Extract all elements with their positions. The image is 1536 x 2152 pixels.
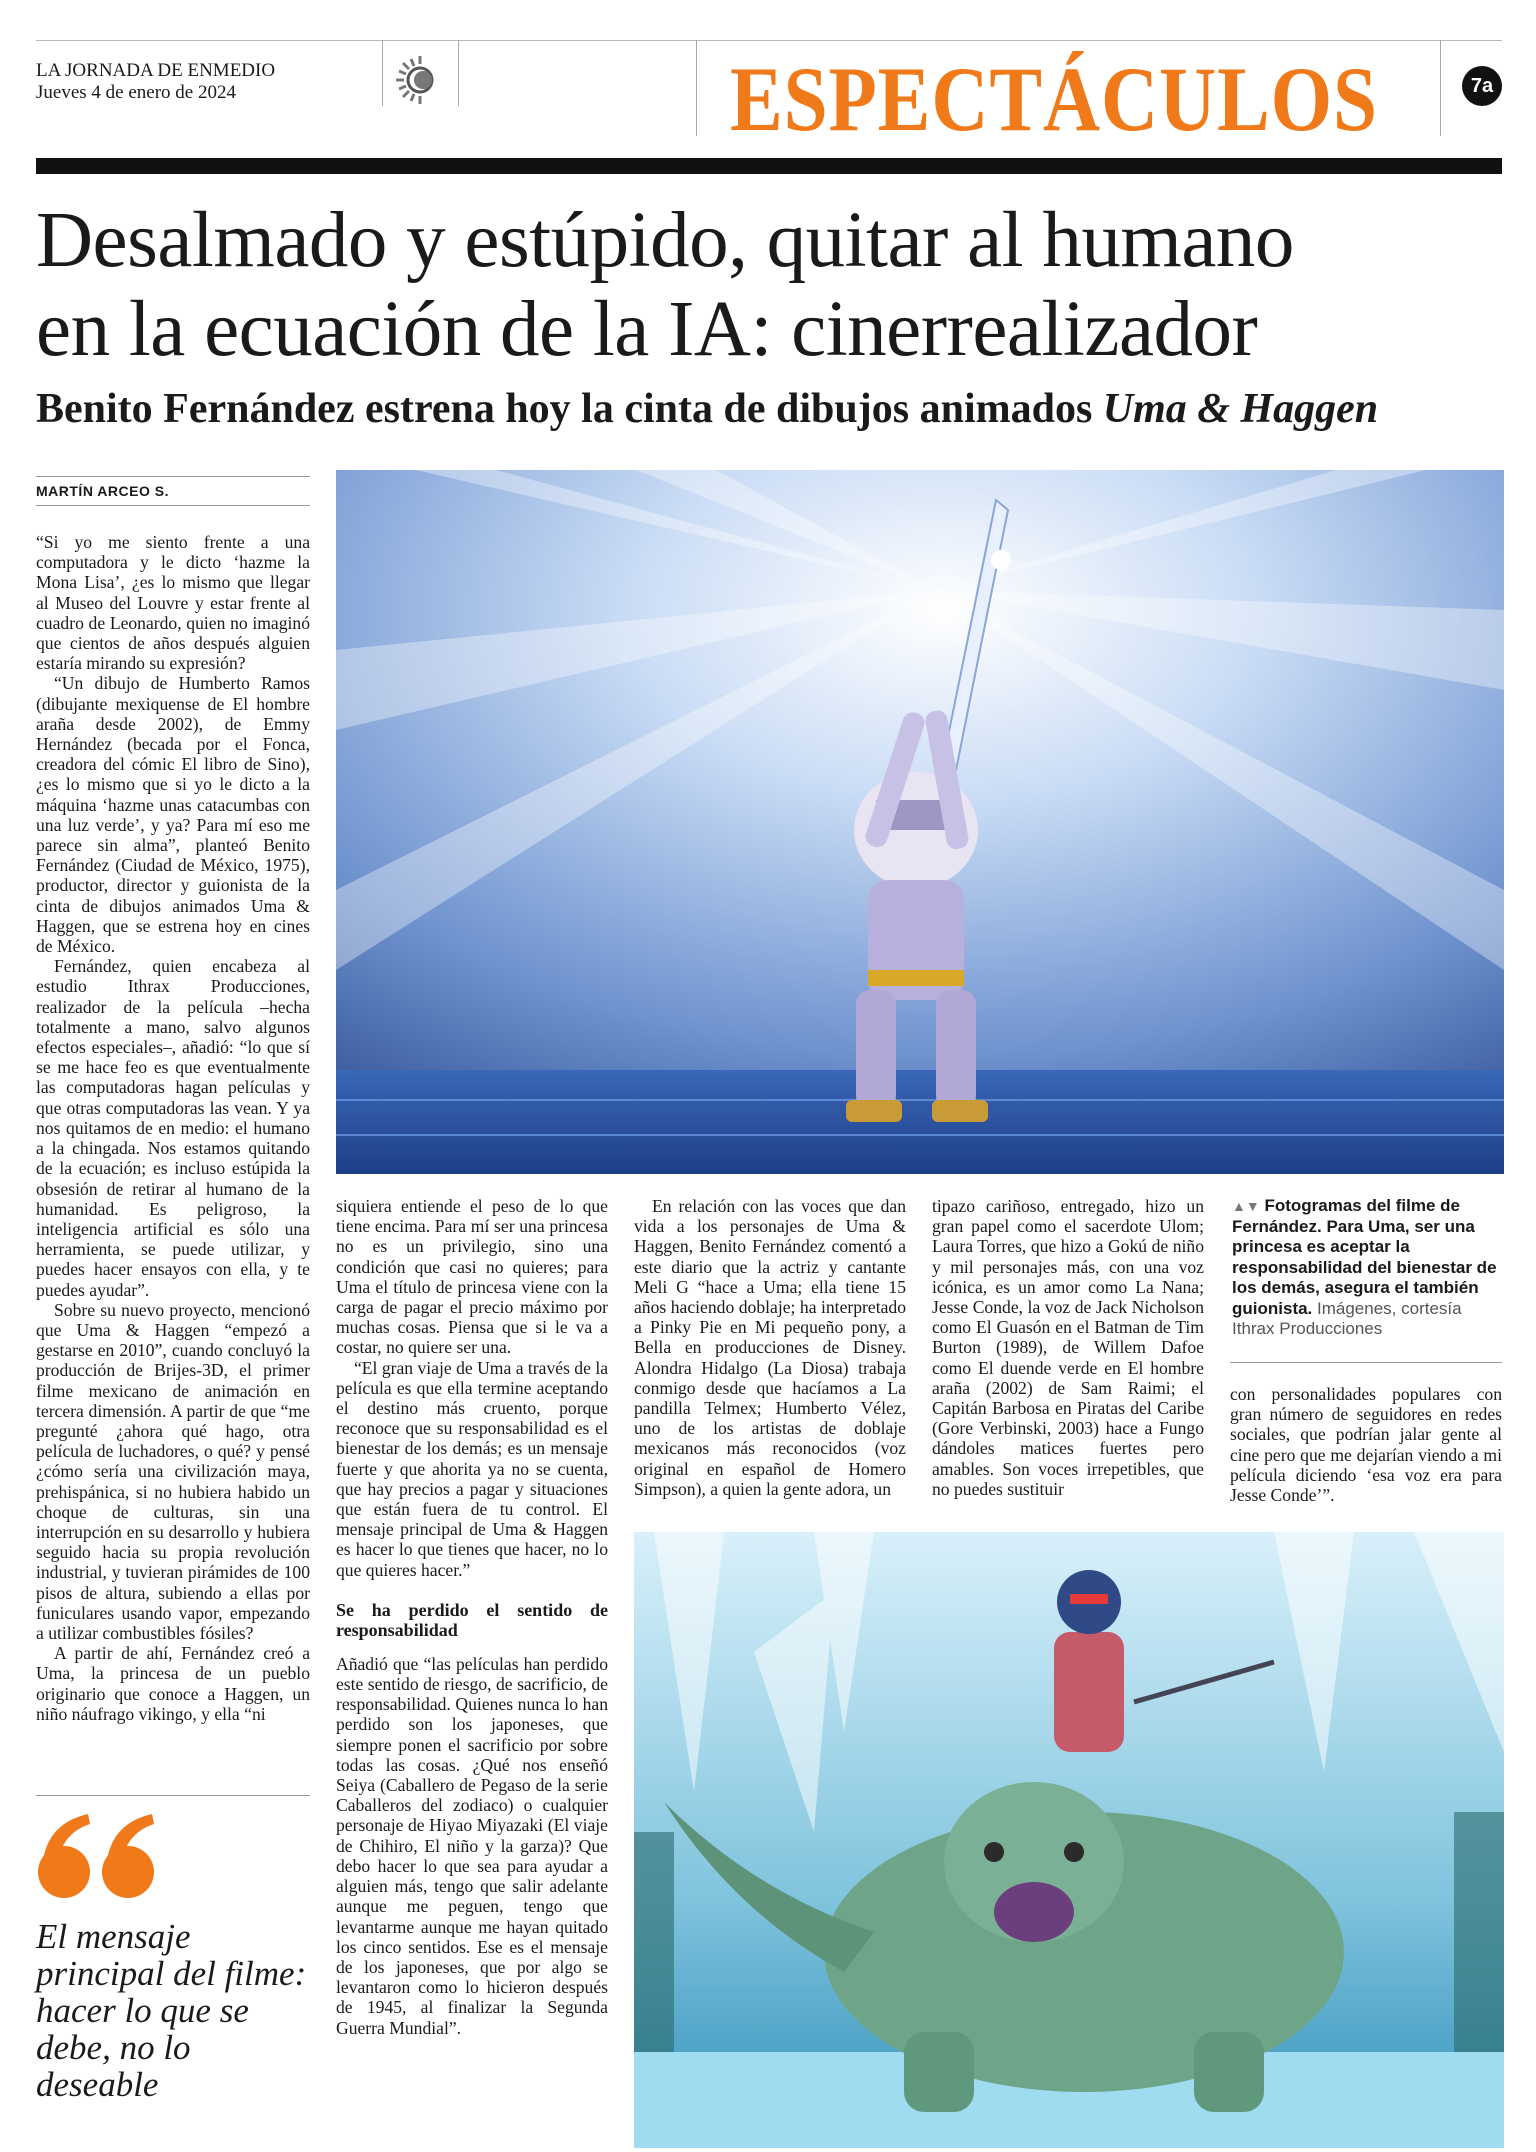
page-number-badge: 7a <box>1462 66 1502 106</box>
header-divider <box>458 40 459 106</box>
article-column-4 <box>932 1196 1204 1499</box>
masthead <box>36 60 275 104</box>
publication-date: Jueves 4 de enero de 2024 <box>36 82 236 103</box>
quotation-mark-icon <box>34 1810 164 1900</box>
pull-quote-rule <box>36 1795 310 1796</box>
paragraph: con personalidades populares con gran número de seguidores en redes sociales, que podrían jalar gente al cine pero que me dejarían viendo a mi película diciendo ‘esa voz era para Jesse Conde’”. <box>1230 1384 1502 1506</box>
film-still-uma <box>336 470 1504 1174</box>
article-column-3 <box>634 1196 906 1499</box>
subheadline-text: Benito Fernández estrena hoy la cinta de dibujos animados <box>36 386 1093 432</box>
section-title: ESPECTÁCULOS <box>730 48 1378 150</box>
photo-caption <box>1232 1196 1500 1340</box>
paragraph: Sobre su nuevo proyecto, mencionó que Uma & Haggen “empezó a gestarse en 2010”, cuando concluyó la producción de Brijes-3D, el primer filme mexicano de animación en tercera dimensión. A partir de que “me pregunté ¿ahora qué hago, otra película de luchadores, o qué? y pensé ¿cómo sería una civilización maya, prehispánica, si no hubiera habido un choque de culturas, sin una interrupción en su desarrollo y hubiera seguido hacia su propia revolución industrial, y tuvieran pirámides de 100 pisos de altura, subiendo a ellas por funiculares usando vapor, empezando a utilizar combustibles fósiles? <box>36 1299 310 1643</box>
header-divider <box>1440 40 1441 136</box>
article-column-5 <box>1230 1384 1502 1505</box>
caption-arrows-icon: ▲▼ <box>1232 1198 1260 1214</box>
paragraph: A partir de ahí, Fernández creó a Uma, la princesa de un pueblo originario que conoce a Haggen, un niño náufrago vikingo, y ella “ni <box>36 1643 310 1724</box>
caption-text: Fotogramas del filme de Fernández. Para Uma, ser una princesa es aceptar la responsabilidad del bienestar de los demás, asegura el también guionista. <box>1232 1196 1497 1318</box>
film-still-creature <box>634 1532 1504 2148</box>
paragraph: Fernández, quien encabeza al estudio Ithrax Producciones, realizador de la película –hecha totalmente a mano, salvo algunos efectos especiales–, añadió: “lo que sí se me hace feo es que eventualmente las computadoras hagan películas y que otras computadoras las vean. Y ya nos quitamos de en medio: el humano a la chingada. Nos estamos quitando de la ecuación; es incluso estúpida la obsesión de retirar al humano de la humanidad. Es peligroso, la inteligencia artificial es sólo una herramienta, se puede utilizar, y puedes hacer ensayos con ella, y te puedes ayudar”. <box>36 956 310 1300</box>
section-subhead: Se ha perdido el sentido de responsabilidad <box>336 1599 608 1640</box>
header-top-rule <box>36 40 1502 41</box>
article-column-1 <box>36 532 310 1724</box>
paragraph: siquiera entiende el peso de lo que tiene encima. Para mí ser una princesa no es un privilegio, sino una condición que casi no quieres; para Uma el título de princesa viene con la carga de pagar el precio máximo por muchas cosas. Piensa que si le va a costar, no quiere ser una. <box>336 1196 608 1358</box>
header-divider <box>382 40 383 106</box>
header-thick-rule <box>36 158 1502 174</box>
pull-quote: El mensaje principal del filme: hacer lo que se debe, no lo deseable <box>36 1917 307 2104</box>
headline <box>36 196 1516 374</box>
header-divider <box>696 40 697 136</box>
subheadline <box>36 384 1516 434</box>
byline: MARTÍN ARCEO S. <box>36 476 310 506</box>
sun-logo-icon <box>392 52 448 108</box>
headline-line-1: Desalmado y estúpido, quitar al humano <box>36 197 1294 284</box>
subheadline-film-title: Uma & Haggen <box>1102 386 1379 432</box>
paragraph: “Si yo me siento frente a una computadora y le dicto ‘hazme la Mona Lisa’, ¿es lo mismo que llegar al Museo del Louvre y estar frente al cuadro de Leonardo, quien no imaginó que cientos de años después alguien estaría mirando su expresión? <box>36 532 310 674</box>
paragraph: En relación con las voces que dan vida a los personajes de Uma & Haggen, Benito Fernández comentó a este diario que la actriz y cantante Meli G “hace a Uma; ella tiene 15 años haciendo doblaje; ha interpretado a Pinky Pie en Mi pequeño pony, a Bella en producciones de Disney. Alondra Hidalgo (La Diosa) trabaja conmigo desde que hacíamos a La pandilla Telmex; Humberto Vélez, uno de los artistas de doblaje mexicanos más reconocidos (voz original en español de Homero Simpson), a quien la gente adora, un <box>634 1196 906 1499</box>
paragraph: “Un dibujo de Humberto Ramos (dibujante mexiquense de El hombre araña desde 2002), de Emmy Hernández (becada por el Fonca, creadora del cómic El libro de Sino), ¿es lo mismo que si yo le dicto a la máquina ‘hazme unas catacumbas con una luz verde’, y ya? Para mí eso me parece sin alma”, planteó Benito Fernández (Ciudad de México, 1975), productor, director y guionista de la cinta de dibujos animados Uma & Haggen, que se estrena hoy en cines de México. <box>36 673 310 957</box>
publication-name: LA JORNADA DE ENMEDIO <box>36 60 276 81</box>
article-column-2 <box>336 1196 608 2038</box>
caption-rule <box>1230 1362 1502 1363</box>
paragraph: “El gran viaje de Uma a través de la película es que ella termine aceptando el destino más cruento, porque reconoce que su responsabilidad es el bienestar de los demás; es un mensaje fuerte y que ahorita ya no se cuenta, que hay precios a pagar y situaciones que están fuera de tu control. El mensaje principal de Uma & Haggen es hacer lo que tienes que hacer, no lo que quieres hacer.” <box>336 1357 609 1580</box>
headline-line-2: en la ecuación de la IA: cinerrealizador <box>36 286 1258 373</box>
paragraph: tipazo cariñoso, entregado, hizo un gran papel como el sacerdote Ulom; Laura Torres, que hizo a Gokú de niño y mil personajes más, con una voz icónica, es un amor como La Nana; Jesse Conde, la voz de Jack Nicholson como El Guasón en el Batman de Tim Burton (1989), de Willem Dafoe como El duende verde en El hombre araña (2002) de Sam Raimi; el Capitán Barbosa en Piratas del Caribe (Gore Verbinski, 2003) hace a Fungo dándoles matices fuertes pero amables. Son voces irrepetibles, que no puedes sustituir <box>932 1196 1204 1499</box>
photo-credit: Imágenes, cortesía Ithrax Producciones <box>1232 1298 1462 1338</box>
paragraph: Añadió que “las películas han perdido este sentido de riesgo, de sacrificio, de responsabilidad. Quienes nunca lo han perdido son los japoneses, que siempre ponen el sacrificio por sobre todas las cosas. ¿Qué nos enseñó Seiya (Caballero de Pegaso de la serie Caballeros del zodiaco) o cualquier personaje de Hiyao Miyazaki (El viaje de Chihiro, El niño y la garza)? Que debo hacer lo que sea para ayudar a alguien más, tengo que salir adelante aunque me peguen, tengo que levantarme aunque me hayan quitado los cinco sentidos. Ese es el mensaje de los japoneses, que por algo se levantaron como lo hicieron después de 1945, al finalizar la Segunda Guerra Mundial”. <box>336 1653 608 2038</box>
